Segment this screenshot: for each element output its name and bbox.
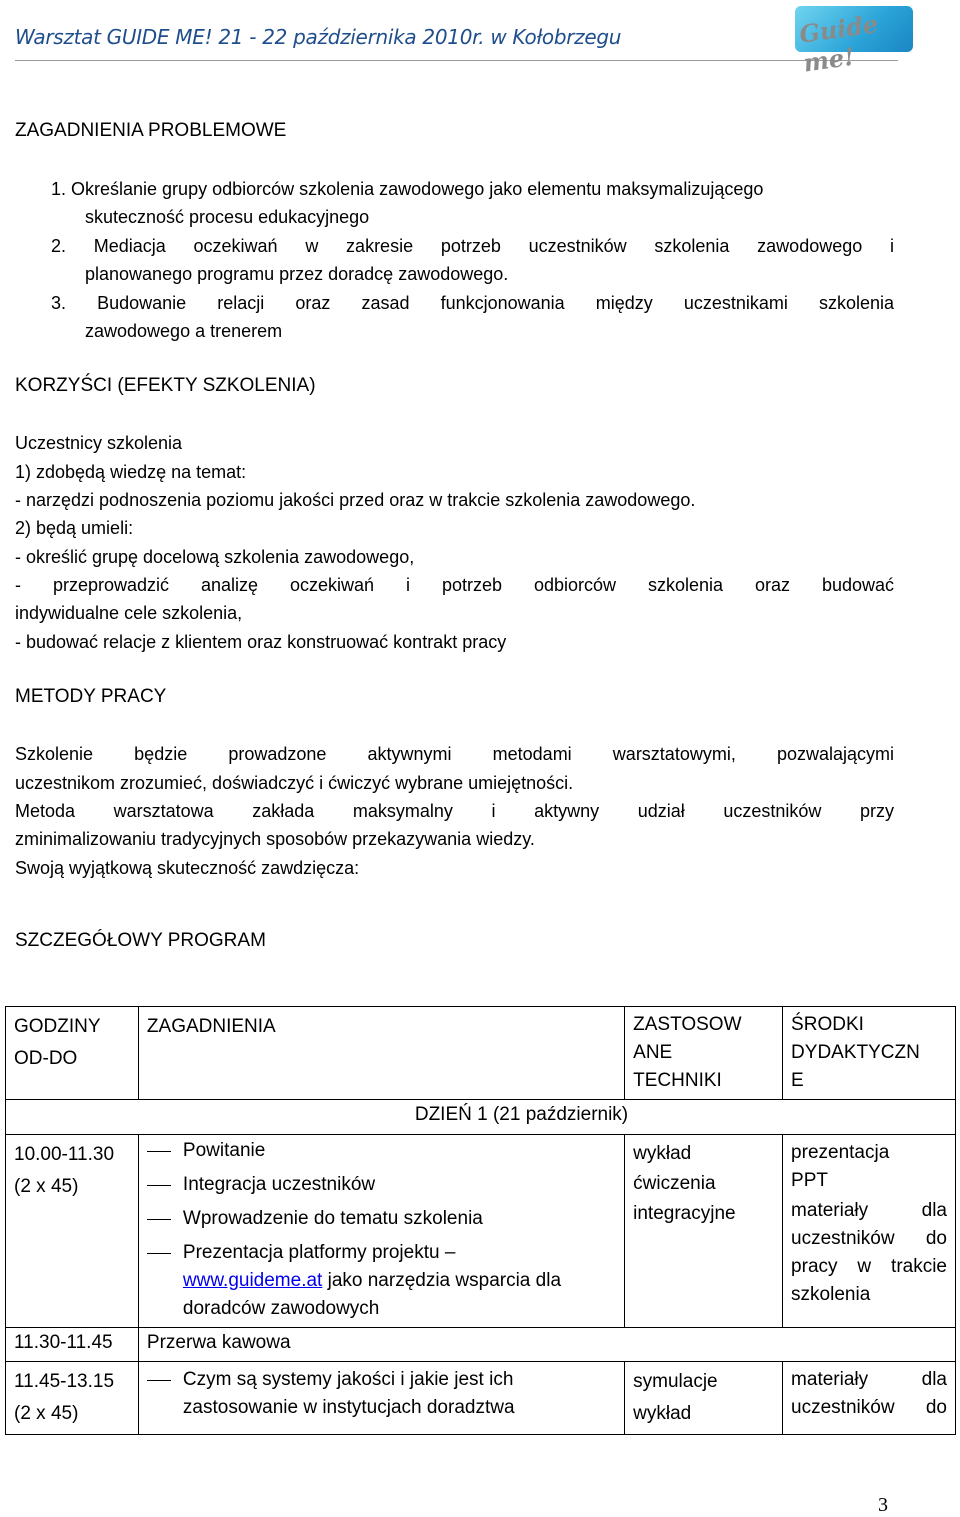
item-3-line-1: 3. Budowanie relacji oraz zasad funkcjonowania między uczestnikami szkolenia [51, 293, 894, 313]
header-techniki: ZASTOSOW ANE TECHNIKI [625, 1007, 783, 1100]
section-title-zagadnienia: ZAGADNIENIA PROBLEMOWE [15, 120, 287, 141]
list-item: Czym są systemy jakości i jakie jest ich zastosowanie w instytucjach doradztwa [147, 1366, 616, 1422]
item-2-line-2: planowanego programu przez doradcę zawodowego. [85, 264, 509, 284]
metody-line-4: zminimalizowaniu tradycyjnych sposobów przekazywania wiedzy. [15, 829, 535, 849]
korzysci-line-3: - narzędzi podnoszenia poziomu jakości przed oraz w trakcie szkolenia zawodowego. [15, 490, 696, 510]
guide-me-logo [795, 6, 913, 78]
dash-icon [147, 1380, 171, 1381]
korzysci-line-5: - określić grupę docelową szkolenia zawodowego, [15, 547, 415, 567]
means-cell: materiały dla uczestników do [783, 1362, 956, 1435]
header-title: Warsztat GUIDE ME! 21 - 22 października 2010r. w Kołobrzegu [15, 25, 622, 49]
header-srodki: ŚRODKI DYDAKTYCZN E [783, 1007, 956, 1100]
list-item: Wprowadzenie do tematu szkolenia [147, 1205, 616, 1233]
item-3-line-2: zawodowego a trenerem [85, 321, 283, 341]
techniques-cell: wykład ćwiczenia integracyjne [625, 1135, 783, 1328]
table-row [6, 1328, 956, 1362]
metody-line-3: Metoda warsztatowa zakłada maksymalny i aktywny udział uczestników przy [15, 801, 894, 821]
metody-line-1: Szkolenie będzie prowadzone aktywnymi metodami warsztatowymi, pozwalającymi [15, 744, 894, 764]
page-header [15, 0, 898, 78]
time-cell: 11.30-11.45 [6, 1328, 139, 1362]
table-row [6, 1135, 956, 1328]
header-godziny: GODZINY OD-DO [6, 1007, 139, 1100]
dash-icon [147, 1185, 171, 1186]
korzysci-line-7: indywidualne cele szkolenia, [15, 603, 243, 623]
day-label: DZIEŃ 1 (21 październik) [6, 1100, 956, 1135]
day-row [6, 1100, 956, 1135]
list-item: Integracja uczestników [147, 1171, 616, 1199]
dash-icon [147, 1253, 171, 1254]
topics-cell [138, 1362, 624, 1435]
item-1-line-2: skuteczność procesu edukacyjnego [85, 207, 370, 227]
time-cell: 10.00-11.30 (2 x 45) [6, 1135, 139, 1328]
section-title-program: SZCZEGÓŁOWY PROGRAM [15, 930, 266, 951]
techniques-cell: symulacje wykład [625, 1362, 783, 1435]
dash-icon [147, 1219, 171, 1220]
logo-text: Guide me! [797, 9, 880, 78]
korzysci-line-2: 1) zdobędą wiedzę na temat: [15, 462, 247, 482]
item-2-line-1: 2. Mediacja oczekiwań w zakresie potrzeb uczestników szkolenia zawodowego i [51, 236, 894, 256]
item-1-line-1: 1. Określanie grupy odbiorców szkolenia zawodowego jako elementu maksymalizującego [51, 179, 764, 199]
section-title-metody: METODY PRACY [15, 686, 167, 707]
metody-line-5: Swoją wyjątkową skuteczność zawdzięcza: [15, 858, 360, 878]
time-cell: 11.45-13.15 (2 x 45) [6, 1362, 139, 1435]
header-zagadnienia: ZAGADNIENIA [138, 1007, 624, 1100]
korzysci-line-4: 2) będą umieli: [15, 518, 134, 538]
korzysci-line-8: - budować relacje z klientem oraz konstruować kontrakt pracy [15, 632, 507, 652]
program-table [5, 1006, 956, 1435]
section-title-korzysci: KORZYŚCI (EFEKTY SZKOLENIA) [15, 375, 316, 396]
break-cell: Przerwa kawowa [138, 1328, 955, 1362]
dash-icon [147, 1151, 171, 1152]
metody-line-2: uczestnikom zrozumieć, doświadczyć i ćwiczyć wybrane umiejętności. [15, 773, 574, 793]
list-item: Prezentacja platformy projektu – www.guideme.at jako narzędzia wsparcia dla doradców zawodowych [147, 1239, 616, 1323]
guideme-link[interactable]: www.guideme.at [182, 1270, 323, 1291]
table-header-row [6, 1007, 956, 1100]
table-row [6, 1362, 956, 1435]
means-cell: prezentacja PPT materiały dla uczestników do pracy w trakcie szkolenia [783, 1135, 956, 1328]
korzysci-line-6: - przeprowadzić analizę oczekiwań i potrzeb odbiorców szkolenia oraz budować [15, 575, 894, 595]
korzysci-line-1: Uczestnicy szkolenia [15, 433, 183, 453]
topics-cell [138, 1135, 624, 1328]
list-item: Powitanie [147, 1137, 616, 1165]
page-number: 3 [878, 1494, 888, 1516]
